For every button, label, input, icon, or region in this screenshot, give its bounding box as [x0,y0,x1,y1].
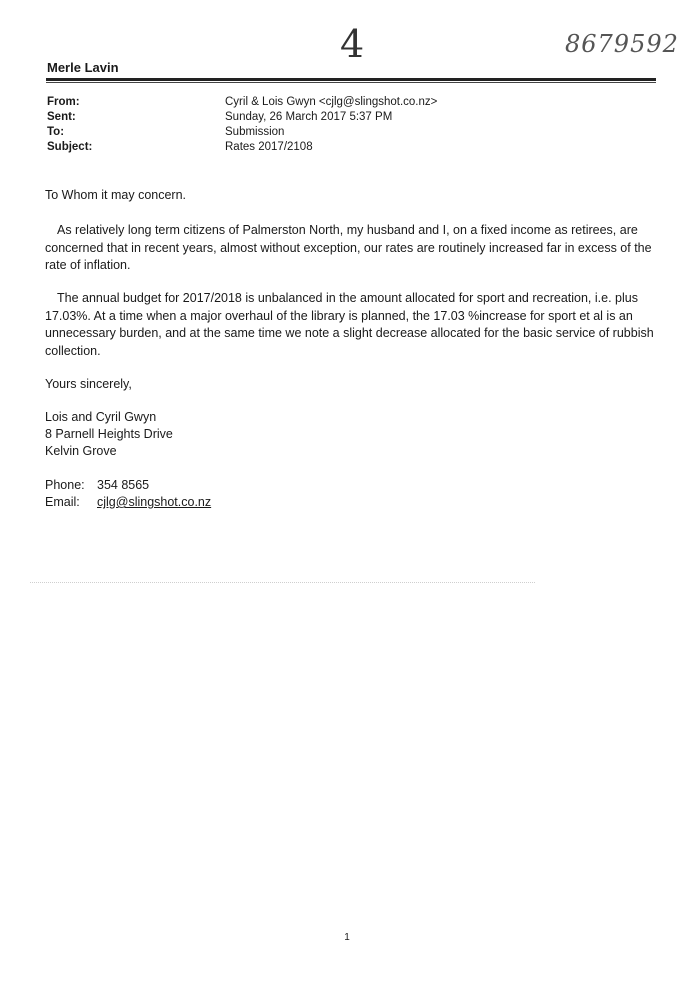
to-value: Submission [225,126,285,138]
sent-value: Sunday, 26 March 2017 5:37 PM [225,111,393,123]
sent-label: Sent: [47,111,76,123]
handwritten-document-reference: 8679592 [565,30,679,58]
subject-label: Subject: [47,141,93,153]
body-paragraph-2: The annual budget for 2017/2018 is unbalanced in the amount allocated for sport and recreation, i.e. plus 17.03%. At a time when a major overhaul of the library is planned, the 17.03 %increase for sport et al is an unnecessary burden, and at the same time we note a slight decrease allocated for the basic service of rubbish collection. [45,291,654,358]
email-label: Email: [45,495,80,509]
scan-artifact-line [30,582,535,583]
from-label: From: [47,96,80,108]
email-link[interactable]: cjlg@slingshot.co.nz [97,495,212,509]
header-rule-thin [46,82,656,83]
from-value: Cyril & Lois Gwyn <cjlg@slingshot.co.nz> [225,96,438,108]
phone-value: 354 8565 [97,478,150,492]
signature-address-line-1: 8 Parnell Heights Drive [45,427,173,441]
closing: Yours sincerely, [45,377,132,391]
subject-value: Rates 2017/2108 [225,141,313,153]
body-paragraph-1: As relatively long term citizens of Palmerston North, my husband and I, on a fixed income as retirees, are concerned that in recent years, almost without exception, our rates are routinely increased far in excess of the rate of inflation. [45,223,652,272]
handwritten-page-mark: 4 [340,22,365,66]
signature-names: Lois and Cyril Gwyn [45,410,157,424]
sender-name: Merle Lavin [47,60,119,75]
to-label: To: [47,126,65,138]
phone-label: Phone: [45,478,85,492]
signature-address-line-2: Kelvin Grove [45,444,117,458]
header-rule-thick [46,78,656,81]
page-number: 1 [344,932,350,943]
greeting: To Whom it may concern. [45,188,187,202]
